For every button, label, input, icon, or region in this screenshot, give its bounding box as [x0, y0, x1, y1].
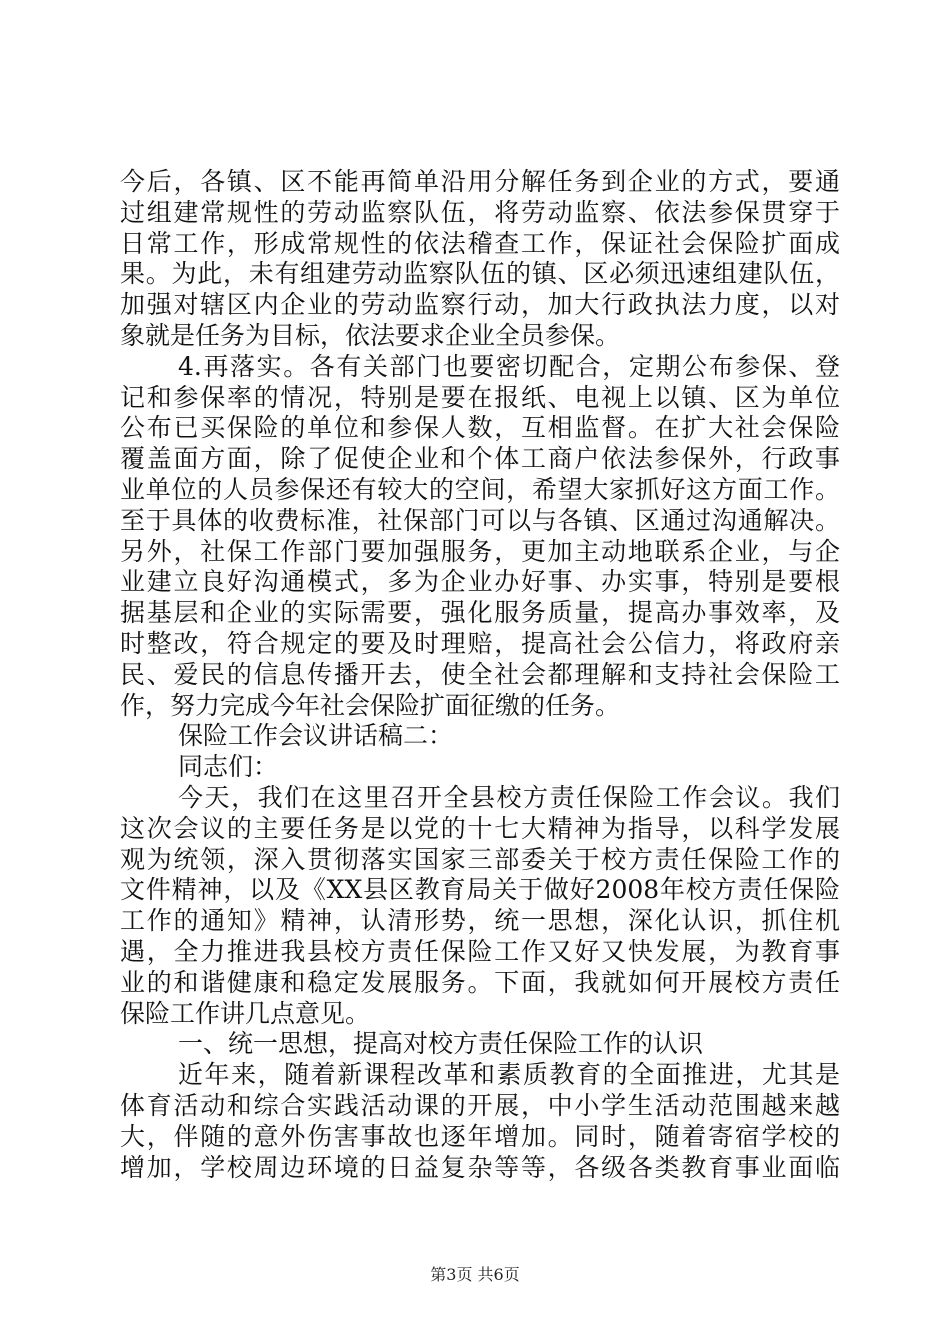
text-line: 覆盖面方面，除了促使企业和个体工商户依法参保外，行政事	[120, 444, 840, 474]
text-line: 作，努力完成今年社会保险扩面征缴的任务。	[120, 690, 621, 720]
text-line: 保险工作会议讲话稿二：	[178, 721, 454, 751]
text-line: 日常工作，形成常规性的依法稽查工作，保证社会保险扩面成	[120, 228, 840, 258]
text-line: 一、统一思想，提高对校方责任保险工作的认识	[178, 1029, 704, 1059]
text-line: 工作的通知》精神，认清形势，统一思想，深化认识，抓住机	[120, 906, 840, 936]
text-line: 观为统领，深入贯彻落实国家三部委关于校方责任保险工作的	[120, 844, 840, 874]
text-line: 4.再落实。各有关部门也要密切配合，定期公布参保、登	[178, 351, 840, 381]
text-line: 业建立良好沟通模式，多为企业办好事、办实事，特别是要根	[120, 567, 840, 597]
text-line: 加强对辖区内企业的劳动监察行动，加大行政执法力度，以对	[120, 290, 840, 320]
text-line: 果。为此，未有组建劳动监察队伍的镇、区必须迅速组建队伍，	[120, 259, 840, 289]
text-line: 另外，社保工作部门要加强服务，更加主动地联系企业，与企	[120, 536, 840, 566]
text-line: 据基层和企业的实际需要，强化服务质量，提高办事效率，及	[120, 598, 840, 628]
text-line: 公布已买保险的单位和参保人数，互相监督。在扩大社会保险	[120, 413, 840, 443]
text-line: 增加，学校周边环境的日益复杂等等，各级各类教育事业面临	[120, 1152, 840, 1182]
text-line: 近年来，随着新课程改革和素质教育的全面推进，尤其是	[178, 1060, 840, 1090]
text-line: 记和参保率的情况，特别是要在报纸、电视上以镇、区为单位	[120, 382, 840, 412]
text-line: 业单位的人员参保还有较大的空间，希望大家抓好这方面工作。	[120, 474, 840, 504]
text-line: 体育活动和综合实践活动课的开展，中小学生活动范围越来越	[120, 1090, 840, 1120]
page-footer: 第3页 共6页	[430, 1265, 520, 1284]
text-line: 象就是任务为目标，依法要求企业全员参保。	[120, 320, 621, 350]
text-line: 文件精神，以及《XX县区教育局关于做好2008年校方责任保险	[120, 875, 840, 905]
text-line: 这次会议的主要任务是以党的十七大精神为指导，以科学发展	[120, 813, 840, 843]
document-body	[120, 167, 840, 1183]
text-line: 过组建常规性的劳动监察队伍，将劳动监察、依法参保贯穿于	[120, 197, 840, 227]
text-line: 遇，全力推进我县校方责任保险工作又好又快发展，为教育事	[120, 936, 840, 966]
text-line: 业的和谐健康和稳定发展服务。下面，我就如何开展校方责任	[120, 967, 840, 997]
text-line: 保险工作讲几点意见。	[120, 998, 371, 1028]
text-line: 时整改，符合规定的要及时理赔，提高社会公信力，将政府亲	[120, 628, 840, 658]
text-line: 今天，我们在这里召开全县校方责任保险工作会议。我们	[178, 782, 840, 812]
text-line: 同志们：	[178, 752, 279, 782]
text-line: 民、爱民的信息传播开去，使全社会都理解和支持社会保险工	[120, 659, 840, 689]
text-line: 至于具体的收费标准，社保部门可以与各镇、区通过沟通解决。	[120, 505, 840, 535]
text-line: 今后，各镇、区不能再简单沿用分解任务到企业的方式，要通	[120, 167, 840, 196]
text-line: 大，伴随的意外伤害事故也逐年增加。同时，随着寄宿学校的	[120, 1121, 840, 1151]
